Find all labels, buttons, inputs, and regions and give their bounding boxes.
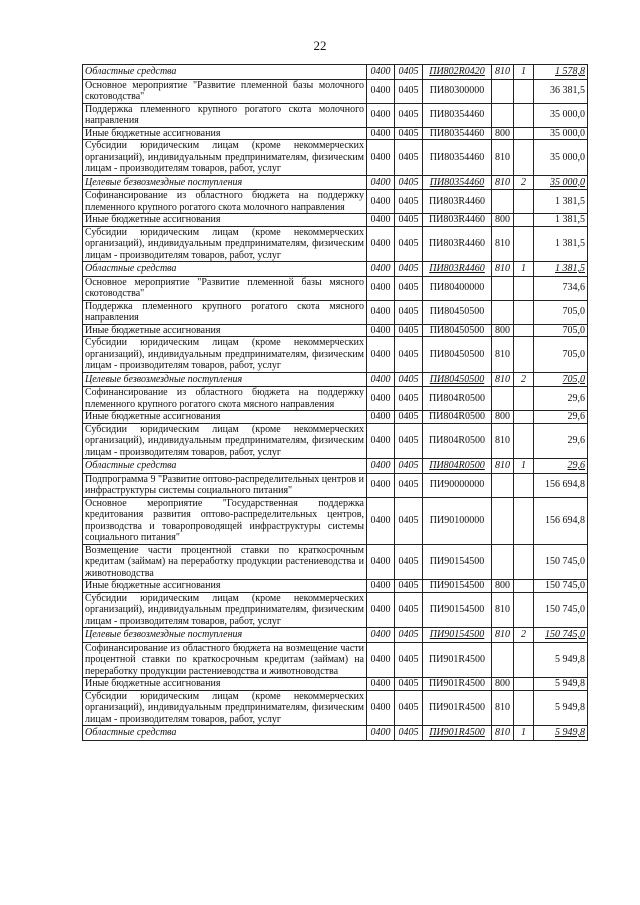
expense-type-cell [492,190,514,214]
subsection-cell: 0405 [395,140,423,176]
chapter-cell: 0400 [367,103,395,127]
row-name-cell: Субсидии юридическим лицам (кроме некоммерческих организаций), индивидуальным предпринимателям, физическим лицам - производителям товаров, работ, услуг [83,690,367,726]
amount-cell: 35 000,0 [534,127,588,140]
subsection-cell: 0405 [395,65,423,80]
table-row [83,214,588,227]
expense-type-cell: 810 [492,690,514,726]
chapter-cell: 0400 [367,65,395,80]
table-row [83,726,588,741]
chapter-cell: 0400 [367,324,395,337]
row-name-cell: Субсидии юридическим лицам (кроме некоммерческих организаций), индивидуальным предпринимателям, физическим лицам - производителям товаров, работ, услуг [83,592,367,628]
expense-type-cell: 810 [492,175,514,190]
table-row [83,497,588,544]
amount-cell: 150 745,0 [534,544,588,580]
chapter-cell: 0400 [367,387,395,411]
source-cell [514,226,534,262]
target-code-cell: ПИ80450500 [423,372,492,387]
amount-cell: 150 745,0 [534,580,588,593]
amount-cell: 1 381,5 [534,262,588,277]
row-name-cell: Поддержка племенного крупного рогатого скота мясного направления [83,300,367,324]
amount-cell: 705,0 [534,324,588,337]
row-name-cell: Областные средства [83,65,367,80]
expense-type-cell: 800 [492,127,514,140]
expense-type-cell: 800 [492,214,514,227]
chapter-cell: 0400 [367,214,395,227]
source-cell [514,214,534,227]
expense-type-cell [492,103,514,127]
source-cell [514,642,534,678]
target-code-cell: ПИ90154500 [423,592,492,628]
source-cell [514,103,534,127]
expense-type-cell [492,276,514,300]
source-cell [514,300,534,324]
row-name-cell: Областные средства [83,459,367,474]
target-code-cell: ПИ901R4500 [423,726,492,741]
chapter-cell: 0400 [367,459,395,474]
source-cell: 2 [514,628,534,643]
row-name-cell: Областные средства [83,262,367,277]
row-name-cell: Областные средства [83,726,367,741]
target-code-cell: ПИ80300000 [423,79,492,103]
table-row [83,79,588,103]
source-cell: 2 [514,175,534,190]
row-name-cell: Иные бюджетные ассигнования [83,214,367,227]
expense-type-cell [492,79,514,103]
target-code-cell: ПИ802R0420 [423,65,492,80]
table-row [83,175,588,190]
source-cell [514,473,534,497]
source-cell [514,276,534,300]
target-code-cell: ПИ90154500 [423,544,492,580]
subsection-cell: 0405 [395,592,423,628]
row-name-cell: Иные бюджетные ассигнования [83,411,367,424]
target-code-cell: ПИ90154500 [423,580,492,593]
source-cell [514,140,534,176]
table-row [83,372,588,387]
chapter-cell: 0400 [367,580,395,593]
expense-type-cell [492,300,514,324]
table-row [83,423,588,459]
target-code-cell: ПИ80400000 [423,276,492,300]
target-code-cell: ПИ90000000 [423,473,492,497]
expense-type-cell: 800 [492,678,514,691]
target-code-cell: ПИ804R0500 [423,411,492,424]
chapter-cell: 0400 [367,473,395,497]
table-row [83,127,588,140]
expense-type-cell [492,642,514,678]
chapter-cell: 0400 [367,678,395,691]
table-row [83,276,588,300]
page-number: 22 [313,38,327,53]
expense-type-cell: 810 [492,65,514,80]
chapter-cell: 0400 [367,642,395,678]
target-code-cell: ПИ80354460 [423,175,492,190]
row-name-cell: Возмещение части процентной ставки по краткосрочным кредитам (займам) на переработку продукции растениеводства и животноводства [83,544,367,580]
source-cell: 1 [514,726,534,741]
table-row [83,387,588,411]
amount-cell: 36 381,5 [534,79,588,103]
target-code-cell: ПИ80354460 [423,140,492,176]
row-name-cell: Субсидии юридическим лицам (кроме некоммерческих организаций), индивидуальным предпринимателям, физическим лицам - производителям товаров, работ, услуг [83,337,367,373]
table-row [83,337,588,373]
source-cell [514,324,534,337]
target-code-cell: ПИ80450500 [423,324,492,337]
table-row [83,65,588,80]
expense-type-cell [492,387,514,411]
amount-cell: 29,6 [534,423,588,459]
amount-cell: 1 578,8 [534,65,588,80]
subsection-cell: 0405 [395,642,423,678]
subsection-cell: 0405 [395,300,423,324]
source-cell: 1 [514,459,534,474]
source-cell [514,337,534,373]
amount-cell: 156 694,8 [534,473,588,497]
table-row [83,190,588,214]
table-row [83,300,588,324]
subsection-cell: 0405 [395,276,423,300]
table-row [83,226,588,262]
chapter-cell: 0400 [367,592,395,628]
amount-cell: 5 949,8 [534,690,588,726]
chapter-cell: 0400 [367,262,395,277]
amount-cell: 150 745,0 [534,628,588,643]
expense-type-cell: 800 [492,580,514,593]
chapter-cell: 0400 [367,190,395,214]
subsection-cell: 0405 [395,580,423,593]
chapter-cell: 0400 [367,300,395,324]
source-cell: 1 [514,65,534,80]
amount-cell: 29,6 [534,459,588,474]
amount-cell: 705,0 [534,337,588,373]
chapter-cell: 0400 [367,276,395,300]
expense-type-cell: 800 [492,324,514,337]
source-cell [514,79,534,103]
amount-cell: 734,6 [534,276,588,300]
amount-cell: 5 949,8 [534,726,588,741]
subsection-cell: 0405 [395,175,423,190]
target-code-cell: ПИ803R4460 [423,190,492,214]
chapter-cell: 0400 [367,628,395,643]
subsection-cell: 0405 [395,79,423,103]
table-row [83,411,588,424]
table-row [83,642,588,678]
target-code-cell: ПИ901R4500 [423,678,492,691]
row-name-cell: Основное мероприятие "Развитие племенной базы молочного скотоводства" [83,79,367,103]
table-row [83,580,588,593]
target-code-cell: ПИ803R4460 [423,214,492,227]
table-row [83,262,588,277]
row-name-cell: Поддержка племенного крупного рогатого скота молочного направления [83,103,367,127]
amount-cell: 35 000,0 [534,175,588,190]
table-row [83,459,588,474]
table-row [83,324,588,337]
row-name-cell: Иные бюджетные ассигнования [83,127,367,140]
expense-type-cell: 810 [492,592,514,628]
expense-type-cell [492,473,514,497]
target-code-cell: ПИ901R4500 [423,690,492,726]
subsection-cell: 0405 [395,678,423,691]
expense-type-cell: 810 [492,726,514,741]
target-code-cell: ПИ80450500 [423,337,492,373]
row-name-cell: Софинансирование из областного бюджета на поддержку племенного крупного рогатого скота мясного направления [83,387,367,411]
table-row [83,140,588,176]
source-cell [514,127,534,140]
chapter-cell: 0400 [367,497,395,544]
chapter-cell: 0400 [367,423,395,459]
subsection-cell: 0405 [395,127,423,140]
amount-cell: 29,6 [534,387,588,411]
row-name-cell: Софинансирование из областного бюджета на возмещение части процентной ставки по краткосрочным кредитам (займам) на переработку продукции растениеводства и животноводства [83,642,367,678]
budget-table [82,64,588,741]
chapter-cell: 0400 [367,140,395,176]
source-cell [514,411,534,424]
expense-type-cell: 810 [492,337,514,373]
amount-cell: 5 949,8 [534,642,588,678]
subsection-cell: 0405 [395,190,423,214]
amount-cell: 5 949,8 [534,678,588,691]
expense-type-cell: 810 [492,628,514,643]
subsection-cell: 0405 [395,544,423,580]
subsection-cell: 0405 [395,214,423,227]
target-code-cell: ПИ80354460 [423,127,492,140]
row-name-cell: Субсидии юридическим лицам (кроме некоммерческих организаций), индивидуальным предпринимателям, физическим лицам - производителям товаров, работ, услуг [83,423,367,459]
subsection-cell: 0405 [395,459,423,474]
amount-cell: 29,6 [534,411,588,424]
source-cell [514,387,534,411]
chapter-cell: 0400 [367,337,395,373]
row-name-cell: Основное мероприятие "Развитие племенной базы мясного скотоводства" [83,276,367,300]
table-row [83,473,588,497]
target-code-cell: ПИ804R0500 [423,387,492,411]
subsection-cell: 0405 [395,497,423,544]
table-row [83,544,588,580]
chapter-cell: 0400 [367,175,395,190]
subsection-cell: 0405 [395,473,423,497]
row-name-cell: Целевые безвозмездные поступления [83,372,367,387]
subsection-cell: 0405 [395,690,423,726]
row-name-cell: Иные бюджетные ассигнования [83,324,367,337]
source-cell [514,690,534,726]
row-name-cell: Основное мероприятие "Государственная поддержка кредитования развития оптово-распределительных центров, производства и товаропроводящей инфраструктуры системы социального питания" [83,497,367,544]
chapter-cell: 0400 [367,79,395,103]
expense-type-cell: 810 [492,140,514,176]
table-row [83,678,588,691]
amount-cell: 35 000,0 [534,103,588,127]
row-name-cell: Софинансирование из областного бюджета на поддержку племенного крупного рогатого скота молочного направления [83,190,367,214]
subsection-cell: 0405 [395,372,423,387]
amount-cell: 705,0 [534,372,588,387]
subsection-cell: 0405 [395,103,423,127]
table-row [83,690,588,726]
target-code-cell: ПИ80354460 [423,103,492,127]
amount-cell: 1 381,5 [534,214,588,227]
source-cell [514,497,534,544]
source-cell [514,580,534,593]
source-cell [514,678,534,691]
subsection-cell: 0405 [395,262,423,277]
target-code-cell: ПИ90154500 [423,628,492,643]
target-code-cell: ПИ803R4460 [423,226,492,262]
expense-type-cell [492,544,514,580]
source-cell [514,423,534,459]
row-name-cell: Субсидии юридическим лицам (кроме некоммерческих организаций), индивидуальным предпринимателям, физическим лицам - производителям товаров, работ, услуг [83,140,367,176]
row-name-cell: Субсидии юридическим лицам (кроме некоммерческих организаций), индивидуальным предпринимателям, физическим лицам - производителям товаров, работ, услуг [83,226,367,262]
chapter-cell: 0400 [367,726,395,741]
row-name-cell: Подпрограмма 9 "Развитие оптово-распределительных центров и инфраструктуры системы социального питания" [83,473,367,497]
chapter-cell: 0400 [367,226,395,262]
table-row [83,592,588,628]
source-cell: 1 [514,262,534,277]
table-row [83,628,588,643]
subsection-cell: 0405 [395,423,423,459]
target-code-cell: ПИ804R0500 [423,459,492,474]
amount-cell: 150 745,0 [534,592,588,628]
target-code-cell: ПИ803R4460 [423,262,492,277]
row-name-cell: Целевые безвозмездные поступления [83,175,367,190]
target-code-cell: ПИ80450500 [423,300,492,324]
amount-cell: 705,0 [534,300,588,324]
source-cell [514,592,534,628]
chapter-cell: 0400 [367,372,395,387]
expense-type-cell: 810 [492,423,514,459]
amount-cell: 156 694,8 [534,497,588,544]
expense-type-cell: 810 [492,372,514,387]
target-code-cell: ПИ804R0500 [423,423,492,459]
subsection-cell: 0405 [395,226,423,262]
expense-type-cell: 810 [492,262,514,277]
chapter-cell: 0400 [367,127,395,140]
amount-cell: 1 381,5 [534,226,588,262]
subsection-cell: 0405 [395,411,423,424]
row-name-cell: Иные бюджетные ассигнования [83,678,367,691]
table-body [83,65,588,741]
expense-type-cell: 800 [492,411,514,424]
subsection-cell: 0405 [395,726,423,741]
source-cell [514,190,534,214]
amount-cell: 1 381,5 [534,190,588,214]
chapter-cell: 0400 [367,411,395,424]
expense-type-cell: 810 [492,226,514,262]
table-row [83,103,588,127]
source-cell [514,544,534,580]
row-name-cell: Целевые безвозмездные поступления [83,628,367,643]
target-code-cell: ПИ901R4500 [423,642,492,678]
subsection-cell: 0405 [395,337,423,373]
source-cell: 2 [514,372,534,387]
row-name-cell: Иные бюджетные ассигнования [83,580,367,593]
chapter-cell: 0400 [367,544,395,580]
subsection-cell: 0405 [395,324,423,337]
expense-type-cell [492,497,514,544]
subsection-cell: 0405 [395,387,423,411]
subsection-cell: 0405 [395,628,423,643]
amount-cell: 35 000,0 [534,140,588,176]
target-code-cell: ПИ90100000 [423,497,492,544]
expense-type-cell: 810 [492,459,514,474]
chapter-cell: 0400 [367,690,395,726]
